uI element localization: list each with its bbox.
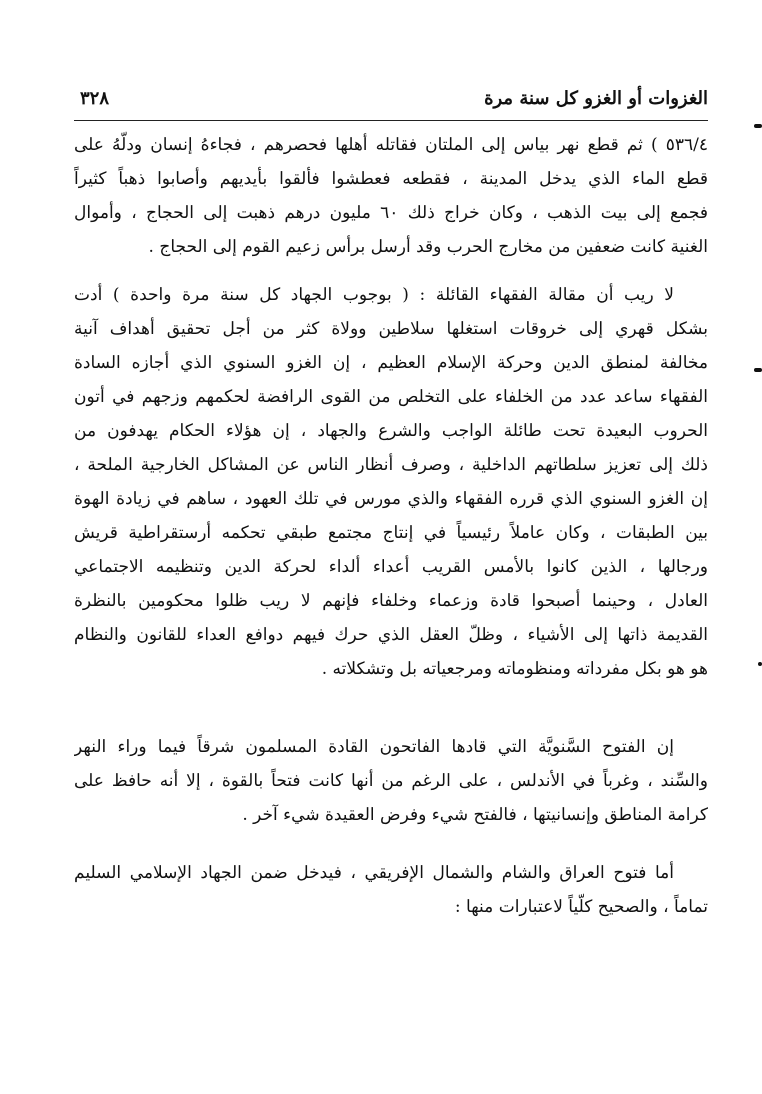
text-line: فجمع إلى بيت الذهب ، وكان خراج ذلك ٦٠ مليون درهم ذهبت إلى الحجاج ، وأموال xyxy=(74,203,708,223)
scan-mark xyxy=(758,662,762,666)
text-line: هو هو بكل مفرداته ومنظوماته ومرجعياته بل وتشكلاته . xyxy=(321,659,708,679)
paragraph xyxy=(74,856,708,924)
scan-mark xyxy=(754,368,762,372)
text-line: ذلك إلى تعزيز سلطاتهم الداخلية ، وصرف أنظار الناس عن المشاكل الخارجية الملحة ، xyxy=(74,455,708,475)
paragraph xyxy=(74,278,708,686)
text-line: الحروب البعيدة تحت طائلة الواجب والشرع والجهاد ، إن هؤلاء الحكام يهدفون من xyxy=(74,421,708,441)
text-line: قطع الماء الذي يدخل المدينة ، فقطعه فعطشوا فألقوا بأيديهم وأصابوا ذهباً كثيراً xyxy=(74,169,708,189)
paragraph xyxy=(74,730,708,832)
text-line: بين الطبقات ، وكان عاملاً رئيسياً في إنتاج مجتمع طبقي تحكمه أرستقراطية قريش xyxy=(74,523,708,543)
text-line: إن الغزو السنوي الذي قرره الفقهاء والذي مورس في تلك العهود ، ساهم في زيادة الهوة xyxy=(74,489,708,509)
running-header xyxy=(74,80,708,121)
paragraph xyxy=(74,128,708,264)
text-line: بشكل قهري إلى خروقات استغلها سلاطين وولاة كثر من أجل تحقيق أهداف آنية xyxy=(74,319,708,339)
scan-mark xyxy=(754,124,762,128)
text-line: الغنية كانت ضعفين من مخارج الحرب وقد أرسل برأس زعيم القوم إلى الحجاج . xyxy=(148,237,708,257)
text-line: ٥٣٦/٤ ) ثم قطع نهر بياس إلى الملتان فقاتله أهلها فحصرهم ، فجاءهُ إنسان ودلّهُ على xyxy=(74,135,708,155)
text-line: كرامة المناطق وإنسانيتها ، فالفتح شيء وفرض العقيدة شيء آخر . xyxy=(242,805,708,825)
text-line: والسِّند ، وغرباً في الأندلس ، على الرغم من أنها كانت فتحاً بالقوة ، إلا أنه حافظ على xyxy=(74,771,708,791)
text-line: ورجالها ، الذين كانوا بالأمس القريب أعداء ألداء لحركة الدين وتنظيمه الاجتماعي xyxy=(74,557,708,577)
text-line: مخالفة لمنطق الدين وحركة الإسلام العظيم ، إن الغزو السنوي الذي أجازه السادة xyxy=(74,353,708,373)
running-header-title: الغزوات أو الغزو كل سنة مرة xyxy=(484,88,708,109)
text-line: إن الفتوح السَّنويَّة التي قادها الفاتحون القادة المسلمون شرقاً فيما وراء النهر xyxy=(74,737,674,757)
text-line: أما فتوح العراق والشام والشمال الإفريقي ، فيدخل ضمن الجهاد الإسلامي السليم xyxy=(74,863,674,883)
text-line: القديمة ذاتها إلى الأشياء ، وظلّ العقل الذي حرك فيهم دوافع العداء للقانون والنظام xyxy=(74,625,708,645)
text-line: تماماً ، والصحيح كلّياً لاعتبارات منها : xyxy=(454,897,708,917)
text-line: لا ريب أن مقالة الفقهاء القائلة : ( بوجوب الجهاد كل سنة مرة واحدة ) أدت xyxy=(74,285,674,305)
page-number: ٣٢٨ xyxy=(80,88,110,109)
text-line: الفقهاء ساعد عدد من الخلفاء على التخلص من القوى الرافضة لحكمهم وزجهم في أتون xyxy=(74,387,708,407)
text-line: العادل ، وحينما أصبحوا قادة وزعماء وخلفاء فإنهم لا ريب ظلوا محكومين بالنظرة xyxy=(74,591,708,611)
